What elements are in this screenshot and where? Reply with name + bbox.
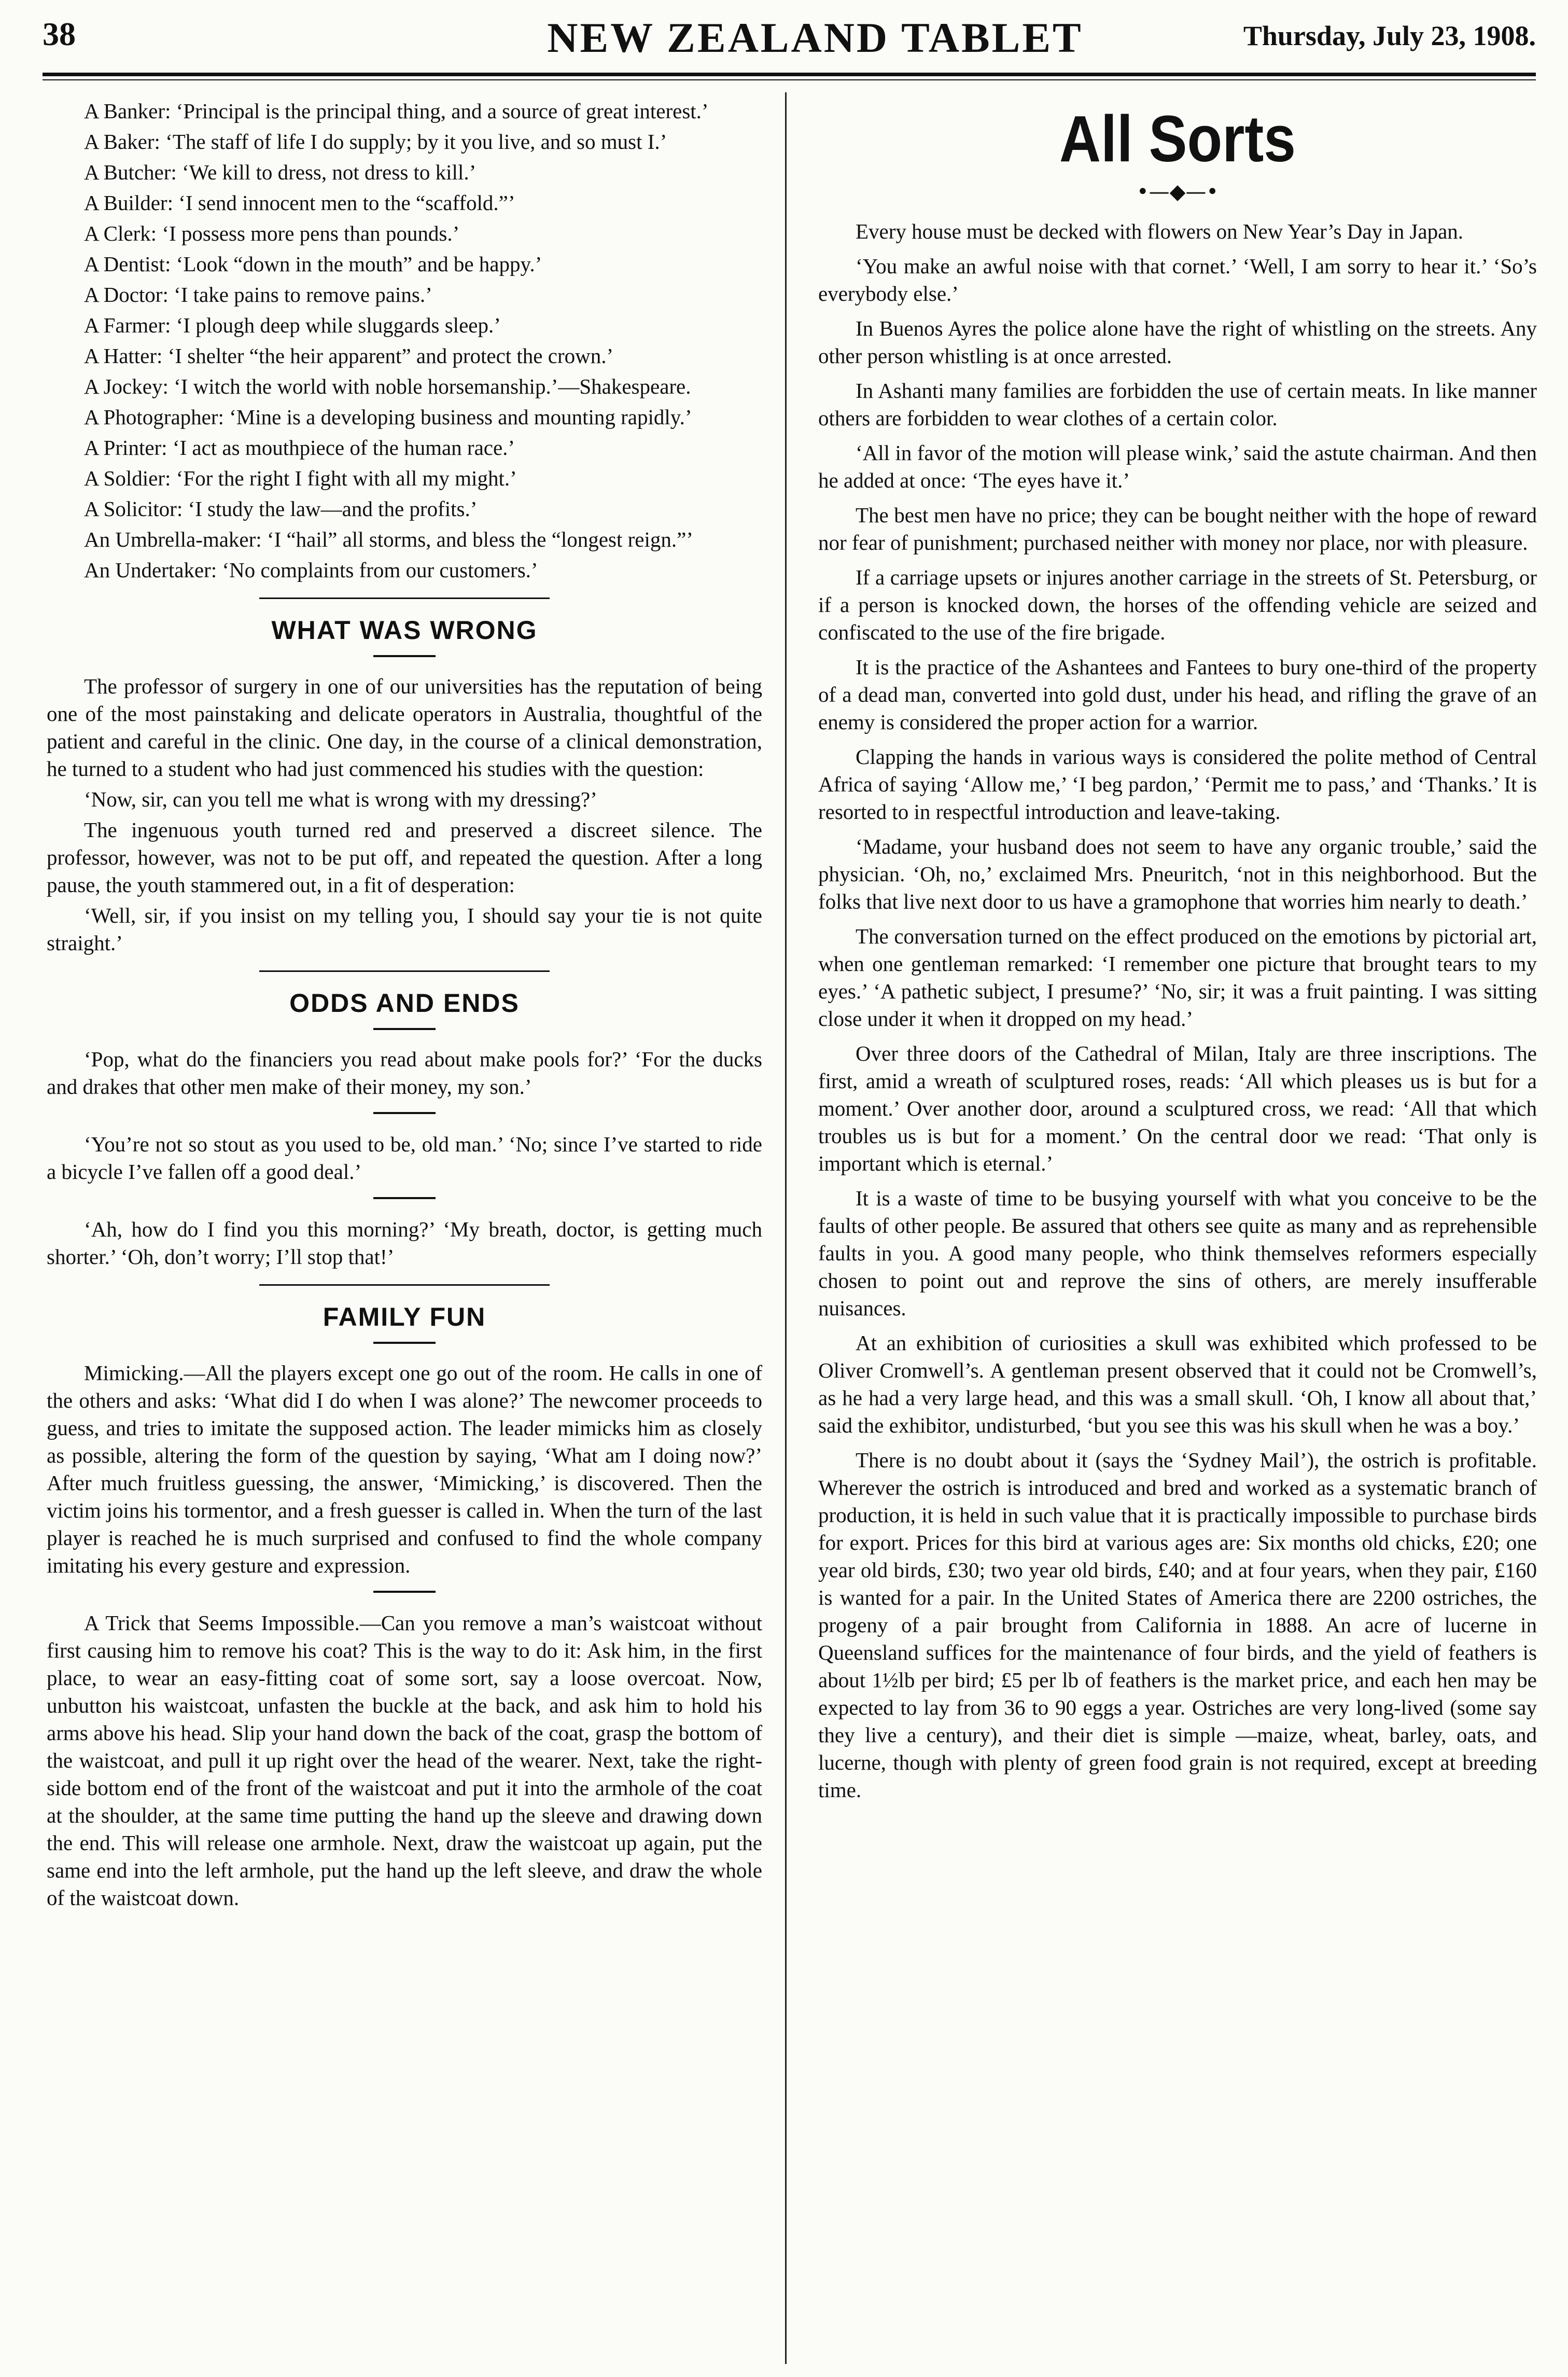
- profession-item: A Farmer: ‘I plough deep while sluggards sleep.’: [84, 313, 501, 337]
- item-separator: [373, 1197, 436, 1199]
- heading-rule: [373, 655, 436, 657]
- item-paragraph: ‘Madame, your husband does not seem to have any organic trouble,’ said the physician. ‘Oh, no,’ exclaimed Mrs. Pneuritch, ‘not in this neighborhood. But the folks that live next door to us have a gramophone that worries him nearly to death.’: [818, 835, 1537, 913]
- profession-item: A Doctor: ‘I take pains to remove pains.’: [84, 283, 432, 307]
- left-column: [47, 98, 762, 1915]
- profession-item: An Umbrella-maker: ‘I “hail” all storms, and bless the “longest reign.”’: [84, 527, 693, 551]
- game-paragraph: Mimicking.—All the players except one go out of the room. He calls in one of the others and asks: ‘What did I do when I was alone?’ The newcomer proceeds to guess, and tries to imitate the supposed action. The leader mimicks him as closely as possible, altering the form of the question by saying, ‘What am I doing now?’ After much fruitless guessing, the answer, ‘Mimicking,’ is discovered. Then the victim joins his tormentor, and a fresh guesser is called in. When the turn of the last player is reached he is much surprised and confused to find the whole company imitating his every gesture and expression.: [47, 1361, 762, 1577]
- profession-item: A Banker: ‘Principal is the principal thing, and a source of great interest.’: [84, 99, 709, 123]
- odds-and-ends-section: [47, 988, 762, 1271]
- item-paragraph: At an exhibition of curiosities a skull was exhibited which professed to be Oliver Cromwell’s. A gentleman present observed that it could not be Cromwell’s, as he had a very large head, and this was a small skull. ‘Oh, I know all about that,’ said the exhibitor, undisturbed, ‘but you see this was his skull when he was a boy.’: [818, 1331, 1537, 1437]
- item-paragraph: It is the practice of the Ashantees and Fantees to bury one-third of the property of a dead man, converted into gold dust, under his head, and rifling the grave of an enemy is considered the proper action for a warrior.: [818, 655, 1537, 734]
- profession-item: A Soldier: ‘For the right I fight with all my might.’: [84, 466, 517, 490]
- profession-item: A Solicitor: ‘I study the law—and the profits.’: [84, 497, 478, 521]
- item-paragraph: The conversation turned on the effect produced on the emotions by pictorial art, when one gentleman remarked: ‘I remember one picture that brought tears to my eyes.’ ‘A pathetic subject, I presume?’ ‘No, sir; it was a fruit painting. I was sitting close under it when it dropped on my head.’: [818, 924, 1537, 1031]
- item-paragraph: There is no doubt about it (says the ‘Sydney Mail’), the ostrich is profitable. Wherever the ostrich is introduced and bred and worked as a systematic branch of production, it is held in such value that it is practically impossible to purchase birds for export. Prices for this bird at various ages are: Six months old chicks, £20; one year old birds, £30; two year old birds, £40; and at four years, when they pair, £160 is wanted for a pair. In the United States of America there are 2200 ostriches, the progeny of a pair brought from California in 1888. An acre of lucerne in Queensland suffices for the maintenance of four birds, and the yield of feathers is about 1½lb per bird; £5 per lb of feathers is the market price, and each hen may be expected to lay from 36 to 90 eggs a year. Ostriches are very long-lived (some say they live a century), and their diet is simple —maize, wheat, barley, oats, and lucerne, though with plenty of green food grain is not required, except at breeding time.: [818, 1448, 1537, 1802]
- joke-item: ‘You’re not so stout as you used to be, old man.’ ‘No; since I’ve started to ride a bicycle I’ve fallen off a good deal.’: [47, 1132, 762, 1184]
- item-paragraph: ‘You make an awful noise with that cornet.’ ‘Well, I am sorry to hear it.’ ‘So’s everybody else.’: [818, 254, 1537, 305]
- item-paragraph: In Ashanti many families are forbidden the use of certain meats. In like manner others are forbidden to wear clothes of a certain color.: [818, 379, 1537, 430]
- section-divider: [259, 1284, 550, 1286]
- section-heading: ODDS AND ENDS: [289, 989, 520, 1018]
- section-heading: WHAT WAS WRONG: [271, 616, 538, 645]
- joke-item: ‘Ah, how do I find you this morning?’ ‘My breath, doctor, is getting much shorter.’ ‘Oh, don’t worry; I’ll stop that!’: [47, 1217, 762, 1269]
- article-paragraph: The ingenuous youth turned red and preserved a discreet silence. The professor, however, was not to be put off, and repeated the question. After a long pause, the youth stammered out, in a fit of desperation:: [47, 818, 762, 897]
- masthead-rule-thick: [43, 73, 1536, 76]
- joke-item: ‘Pop, what do the financiers you read about make pools for?’ ‘For the ducks and drakes that other men make of their money, my son.’: [47, 1047, 762, 1099]
- profession-item: A Baker: ‘The staff of life I do supply; by it you live, and so must I.’: [84, 130, 667, 154]
- item-paragraph: If a carriage upsets or injures another carriage in the streets of St. Petersburg, or if a person is knocked down, the horses of the offending vehicle are seized and confiscated to the use of the fire brigade.: [818, 565, 1537, 644]
- item-separator: [373, 1591, 436, 1593]
- item-paragraph: Every house must be decked with flowers on New Year’s Day in Japan.: [856, 219, 1464, 243]
- issue-date: Thursday, July 23, 1908.: [1243, 20, 1536, 51]
- article-paragraph: The professor of surgery in one of our universities has the reputation of being one of the most painstaking and delicate operators in Australia, thoughtful of the patient and careful in the clinic. One day, in the course of a clinical demonstration, he turned to a student who had just commenced his studies with the question:: [47, 674, 762, 781]
- profession-item: A Printer: ‘I act as mouthpiece of the human race.’: [84, 436, 515, 460]
- what-was-wrong-section: [47, 615, 762, 957]
- profession-item: A Hatter: ‘I shelter “the heir apparent” and protect the crown.’: [84, 344, 614, 368]
- article-paragraph: ‘Now, sir, can you tell me what is wrong with my dressing?’: [84, 787, 597, 811]
- game-paragraph: A Trick that Seems Impossible.—Can you remove a man’s waistcoat without first causing him to remove his coat? This is the way to do it: Ask him, in the first place, to wear an easy-fitting coat of some sort, say a loose overcoat. Now, unbutton his waistcoat, unfasten the buckle at the back, and ask him to hold his arms above his head. Slip your hand down the back of the coat, grasp the bottom of the waistcoat, and pull it up right over the head of the wearer. Next, take the right-side bottom end of the front of the waistcoat and put it into the armhole of the coat at the shoulder, at the same time putting the hand up the sleeve and drawing down the end. This will release one armhole. Next, draw the waistcoat up again, put the same end into the left armhole, put the hand up the left sleeve, and draw the whole of the waistcoat down.: [47, 1611, 762, 1910]
- article-paragraph: ‘Well, sir, if you insist on my telling you, I should say your tie is not quite straight.’: [47, 903, 762, 955]
- item-separator: [373, 1112, 436, 1114]
- item-paragraph: The best men have no price; they can be bought neither with the hope of reward nor fear of punishment; purchased neither with money nor place, nor with pleasure.: [818, 503, 1537, 554]
- heading-rule: [373, 1342, 436, 1344]
- profession-item: A Butcher: ‘We kill to dress, not dress to kill.’: [84, 160, 477, 184]
- item-paragraph: In Buenos Ayres the police alone have the right of whistling on the streets. Any other person whistling is at once arrested.: [818, 316, 1537, 368]
- ornament-divider: •—◆—•: [1137, 180, 1219, 204]
- profession-item: A Jockey: ‘I witch the world with noble horsemanship.’—Shakespeare.: [84, 374, 691, 398]
- profession-item: An Undertaker: ‘No complaints from our customers.’: [84, 558, 538, 582]
- paper-title: NEW ZEALAND TABLET: [547, 14, 1083, 61]
- item-paragraph: It is a waste of time to be busying yourself with what you conceive to be the faults of other people. Be assured that others see quite as many and as reprehensible faults in you. A good many people, who think themselves reformers especially chosen to point out and reprove the sins of others, are merely insufferable nuisances.: [818, 1186, 1537, 1320]
- profession-item: A Dentist: ‘Look “down in the mouth” and be happy.’: [84, 252, 542, 276]
- all-sorts-title: All Sorts: [1059, 102, 1296, 175]
- item-paragraph: Clapping the hands in various ways is considered the polite method of Central Africa of saying ‘Allow me,’ ‘I beg pardon,’ ‘Permit me to pass,’ and ‘Thanks.’ It is resorted to in respectful introduction and leave-taking.: [818, 745, 1537, 824]
- page-number: 38: [43, 16, 76, 52]
- section-heading: FAMILY FUN: [323, 1302, 486, 1331]
- masthead-rule-thin: [43, 79, 1536, 80]
- section-divider: [259, 970, 550, 972]
- profession-item: A Clerk: ‘I possess more pens than pounds.’: [84, 221, 460, 245]
- item-paragraph: ‘All in favor of the motion will please wink,’ said the astute chairman. And then he added at once: ‘The eyes have it.’: [818, 441, 1537, 492]
- right-column: [818, 98, 1537, 1811]
- profession-item: A Photographer: ‘Mine is a developing business and mounting rapidly.’: [84, 405, 692, 429]
- column-divider: [785, 92, 787, 2364]
- masthead: [43, 16, 1536, 78]
- professions-list: [47, 98, 762, 584]
- item-paragraph: Over three doors of the Cathedral of Milan, Italy are three inscriptions. The first, amid a wreath of sculptured roses, reads: ‘All which pleases us is but for a moment.’ Over another door, around a sculptured cross, we read: ‘All that which troubles us is but for a moment.’ On the central door we read: ‘That only is important which is eternal.’: [818, 1041, 1537, 1175]
- heading-rule: [373, 1028, 436, 1030]
- profession-item: A Builder: ‘I send innocent men to the “scaffold.”’: [84, 191, 515, 215]
- section-divider: [259, 597, 550, 599]
- family-fun-section: [47, 1301, 762, 1912]
